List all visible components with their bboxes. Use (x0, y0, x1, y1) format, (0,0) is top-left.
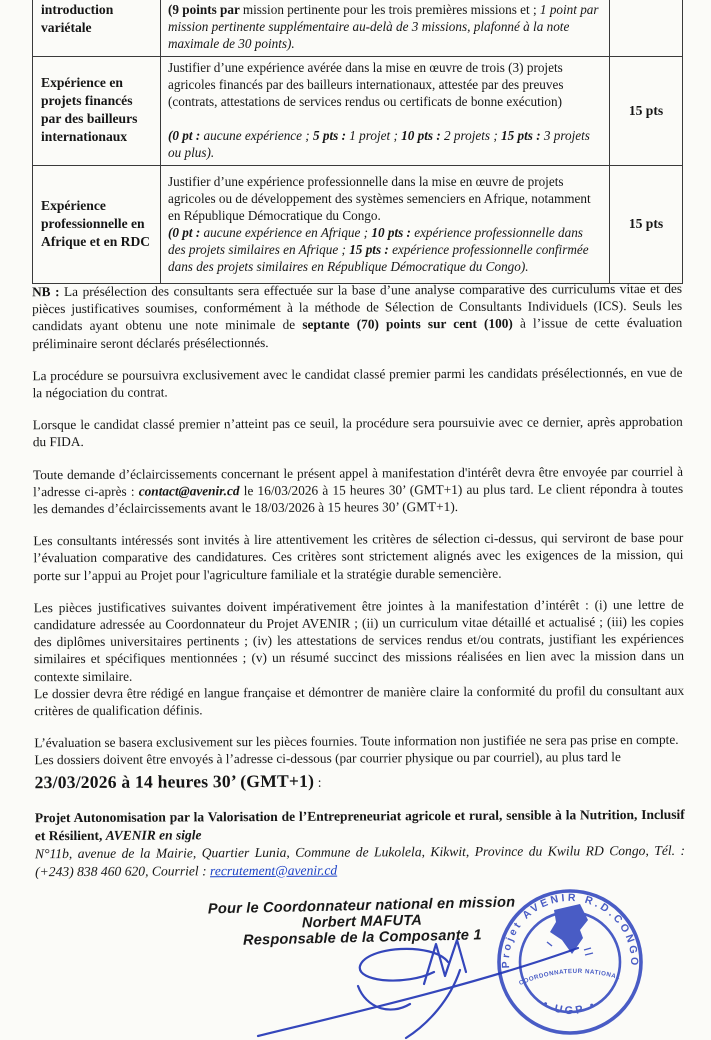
signature-stroke (406, 970, 460, 1038)
criteria-cell: Expérience en projets financés par des bailleurs internationaux (33, 57, 161, 166)
deadline-date: 23/03/2026 à 14 heures 30’ (GMT+1) : (34, 770, 322, 792)
criteria-description: Justifier d’une expérience professionnelle dans la mise en œuvre de projets agricoles ou de développement des systèmes semenciers en Afrique, notamment en République Démocratique du Congo. (168, 173, 591, 223)
paragraph-evaluation: L’évaluation se basera exclusivement sur les pièces fournies. Toute information non justifiée ne sera pas prise en compte. (34, 732, 679, 751)
description-cell (161, 57, 610, 166)
paragraph-envoi-dossiers: Les dossiers doivent être envoyés à l’adresse ci-dessous (par courrier physique ou par courriel), au plus tard le (34, 749, 621, 768)
signature-role: Pour le Coordonnateur national en mission (207, 894, 516, 918)
points-cell: 15 pts (610, 166, 683, 284)
points-cell: 15 pts (610, 57, 683, 166)
criteria-scoring: (0 pt : aucune expérience ; 5 pts : 1 projet ; 10 pts : 2 projets ; 15 pts : 3 projets ou plus). (168, 128, 590, 160)
signature-stroke (424, 940, 466, 984)
signature-stroke (358, 986, 410, 1010)
criteria-description: Justifier d’une expérience avérée dans la mise en œuvre de trois (3) projets agricoles financés par des bailleurs internationaux, attestée par des preuves (contrats, attestations de services rendus ou certificats de bonne exécution) (168, 60, 564, 109)
criteria-description: (9 points par mission pertinente pour les trois premières missions et ; 1 point par mission pertinente supplémentaire au-delà de 3 missions, plafonné à la note maximale de 30 points). (168, 2, 599, 51)
stamp-map-silhouette (550, 904, 588, 954)
paragraph-procedure: La procédure se poursuivra exclusivement avec le candidat classé premier parmi les candidats présélectionnés, en vue de la négociation du contrat. (32, 364, 683, 401)
signature-title: Responsable de la Composante 1 (242, 926, 482, 949)
address-block (35, 805, 685, 880)
stamp-center-text: COORDONNATEUR NATIONAL (518, 967, 622, 987)
points-cell (610, 0, 683, 57)
official-stamp (484, 880, 656, 1040)
project-name: Projet Autonomisation par la Valorisation de l’Entrepreneuriat agricole et rural, sensible à la Nutrition, Inclusif et Résilient, AVENIR en sigle (34, 806, 685, 843)
paragraph-nb: NB : La présélection des consultants sera effectuée sur la base d’une analyse comparative des curriculums vitae et des pièces justificatives soumises, conformément à la méthode de Sélection de Consultants Individuels (ICS). Seuls les candidats ayant obtenu une note minimale de septante (70) points sur cent (100) à l’issue de cette évaluation préliminaire seront déclarés présélectionnés. (32, 280, 683, 351)
body-text (32, 280, 685, 881)
criteria-table (32, 0, 683, 284)
description-cell (161, 166, 610, 284)
email-link[interactable]: recrutement@avenir.cd (209, 862, 338, 878)
paragraph-dossier-langue: Le dossier devra être rédigé en langue française et démontrer de manière claire la conformité du profil du consultant aux critères de qualification définis. (34, 682, 685, 719)
criteria-cell: introduction variétale (33, 0, 161, 57)
paragraph-pieces-justificatives: Les pièces justificatives suivantes doivent impérativement être jointes à la manifestation d’intérêt : (i) une lettre de candidature adressée au Coordonnateur du Projet AVENIR ; (ii) un curriculum vitae détaillé et actualisé ; (iii) les copies des diplômes universitaires pertinents ; (iv) les attestations de services rendus et/ou contrats, justifiant les expériences similaires et spécifiques mentionnées ; (v) un résumé succinct des missions réalisées en lien avec la mission dans un contexte similaire. (33, 596, 684, 684)
description-cell (161, 0, 610, 57)
paragraph-lorsque: Lorsque le candidat classé premier n’atteint pas ce seuil, la procédure sera poursuivie avec ce dernier, après approbation du FIDA. (32, 414, 683, 450)
criteria-scoring: (0 pt : aucune expérience en Afrique ; 10 pts : expérience professionnelle dans des projets similaires en Afrique ; 15 pts : expérience professionnelle confirmée dans des projets similaires en République Démocratique du Congo). (168, 224, 589, 274)
project-address (35, 841, 685, 880)
paragraph-consultants: Les consultants intéressés sont invités à lire attentivement les critères de sélection ci-dessus, qui serviront de base pour l’évaluation comparative des candidatures. Ces critères sont strictement alignés avec les exigences de la mission, qui porte sur l’appui au Projet pour l'agriculture familiale et la stratégie durable semencière. (33, 530, 684, 583)
stamp-outer-text: Projet AVENIR R.D.CONGO (499, 891, 641, 969)
paragraph-demande-eclaircissements: Toute demande d’éclaircissements concernant le présent appel à manifestation d'intérêt devra être envoyée par courriel à l’adresse ci-après : contact@avenir.cd le 16/03/2026 à 15 heures 30’ (GMT+1) au plus tard. Le client répondra à toutes les demandes d’éclaircissements avant le 18/03/2026 à 15 heures 30’ (GMT+1). (32, 463, 684, 517)
table-row (33, 166, 683, 284)
signature-name: Norbert MAFUTA (301, 912, 423, 932)
stamp-bottom-text: • UGP • (540, 998, 600, 1017)
signature-stroke (360, 949, 448, 981)
table-row (33, 57, 683, 166)
table-row (33, 0, 683, 57)
criteria-cell: Expérience professionnelle en Afrique et en RDC (33, 166, 161, 284)
address-text: N°11b, avenue de la Mairie, Quartier Lunia, Commune de Lukolela, Kikwit, Province du Kwilu RD Congo, Tél. : (+243) 838 460 620, Courriel : (34, 842, 686, 879)
